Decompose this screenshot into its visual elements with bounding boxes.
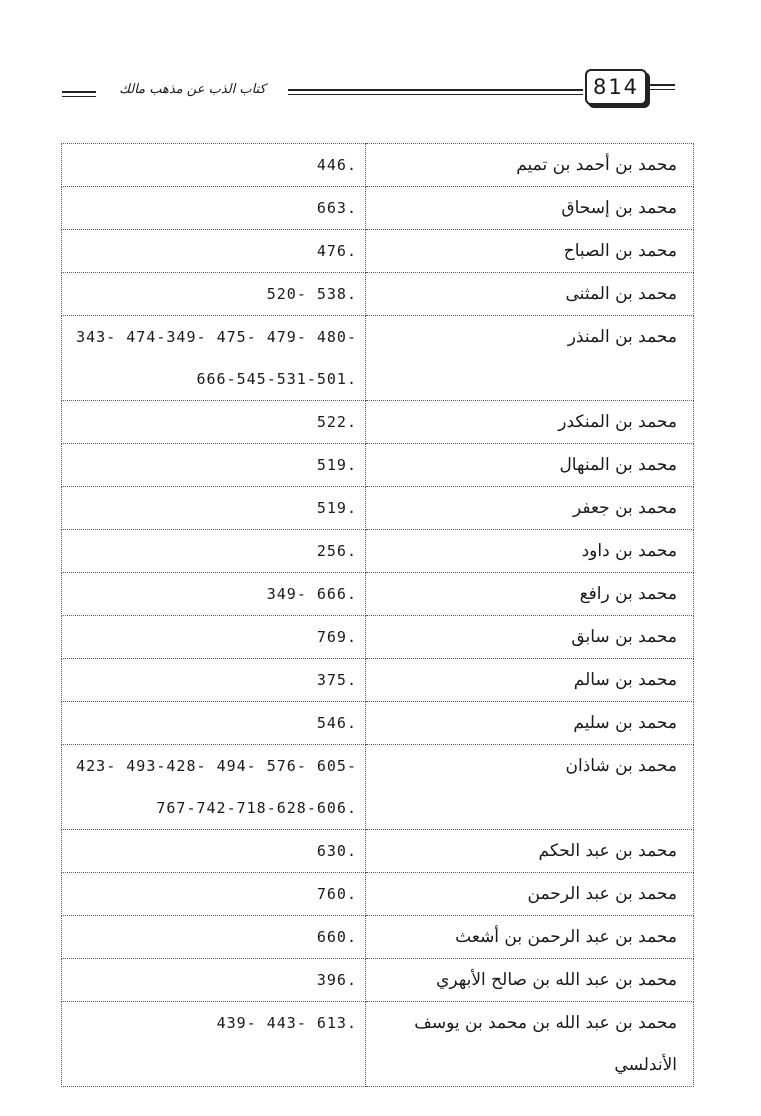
page-references [62, 659, 366, 702]
page-reference-line: .476 [316, 242, 357, 260]
page-reference-line: .522 [316, 413, 357, 431]
page-references [62, 873, 366, 916]
index-table [61, 143, 694, 1087]
page-reference-line: .538 -520 [266, 285, 357, 303]
page-references [62, 316, 366, 401]
narrator-name: محمد بن الصباح [366, 230, 694, 273]
narrator-name: محمد بن سليم [366, 702, 694, 745]
page-reference-line: .613 -443 -439 [216, 1014, 357, 1032]
page-header [0, 0, 761, 130]
book-title: كتاب الذب عن مذهب مالك [119, 82, 266, 97]
narrator-name: محمد بن أحمد بن تميم [366, 144, 694, 187]
narrator-name: محمد بن المنكدر [366, 401, 694, 444]
narrator-name: محمد بن جعفر [366, 487, 694, 530]
table-row [62, 573, 694, 616]
page-reference-line: -605 -576 -494 -493-428 -423 [76, 757, 357, 775]
page-references [62, 1002, 366, 1087]
page-reference-line: .446 [316, 156, 357, 174]
page-reference-line: .663 [316, 199, 357, 217]
table-row [62, 530, 694, 573]
page-references [62, 616, 366, 659]
narrator-name: محمد بن المثنى [366, 273, 694, 316]
narrator-name: محمد بن عبد الله بن صالح الأبهري [366, 959, 694, 1002]
page-references [62, 702, 366, 745]
narrator-name: محمد بن سالم [366, 659, 694, 702]
table-row [62, 144, 694, 187]
page-reference-line: .519 [316, 456, 357, 474]
page-reference-line: .546 [316, 714, 357, 732]
table-row [62, 444, 694, 487]
page-references [62, 401, 366, 444]
narrator-name: محمد بن المنذر [366, 316, 694, 401]
narrator-name: محمد بن سابق [366, 616, 694, 659]
page-references [62, 487, 366, 530]
page-references [62, 916, 366, 959]
narrator-name: محمد بن شاذان [366, 745, 694, 830]
page-references [62, 187, 366, 230]
page-reference-line: .396 [316, 971, 357, 989]
page-references [62, 230, 366, 273]
table-row [62, 830, 694, 873]
header-rule-left [62, 91, 96, 93]
header-rule-left-thin [62, 96, 96, 97]
page-reference-line: .760 [316, 885, 357, 903]
header-rule-middle [288, 89, 583, 91]
page-references [62, 959, 366, 1002]
table-row [62, 745, 694, 830]
table-row [62, 959, 694, 1002]
page-reference-line: -480 -479 -475 -474-349 -343 [76, 328, 357, 346]
page-references [62, 273, 366, 316]
page-reference-line: .660 [316, 928, 357, 946]
table-row [62, 187, 694, 230]
narrator-name: محمد بن عبد الحكم [366, 830, 694, 873]
page-references [62, 745, 366, 830]
table-row [62, 316, 694, 401]
narrator-name: محمد بن عبد الله بن محمد بن يوسف الأندلسي [366, 1002, 694, 1087]
table-row [62, 401, 694, 444]
page-reference-line: .256 [316, 542, 357, 560]
header-rule-right [645, 84, 675, 86]
page-references [62, 830, 366, 873]
page-reference-line: .769 [316, 628, 357, 646]
narrator-name: محمد بن إسحاق [366, 187, 694, 230]
narrator-name: محمد بن عبد الرحمن بن أشعث [366, 916, 694, 959]
page-reference-line: .630 [316, 842, 357, 860]
narrator-name: محمد بن داود [366, 530, 694, 573]
table-row [62, 1002, 694, 1087]
narrator-name: محمد بن رافع [366, 573, 694, 616]
table-row [62, 273, 694, 316]
page-number: 814 [585, 69, 647, 105]
table-row [62, 702, 694, 745]
table-row [62, 230, 694, 273]
table-row [62, 916, 694, 959]
table-row [62, 659, 694, 702]
page-reference-line: .666 -349 [266, 585, 357, 603]
narrator-name: محمد بن المنهال [366, 444, 694, 487]
page-reference-line: .666-545-531-501 [196, 370, 357, 388]
page-reference-line: .375 [316, 671, 357, 689]
header-rule-middle-thin [288, 94, 583, 95]
page-references [62, 573, 366, 616]
page-reference-line: .519 [316, 499, 357, 517]
table-row [62, 487, 694, 530]
page-reference-line: .767-742-718-628-606 [156, 799, 357, 817]
page-references [62, 444, 366, 487]
table-row [62, 616, 694, 659]
table-row [62, 873, 694, 916]
narrator-name: محمد بن عبد الرحمن [366, 873, 694, 916]
page-references [62, 530, 366, 573]
page-references [62, 144, 366, 187]
header-rule-right-thin [645, 89, 675, 90]
